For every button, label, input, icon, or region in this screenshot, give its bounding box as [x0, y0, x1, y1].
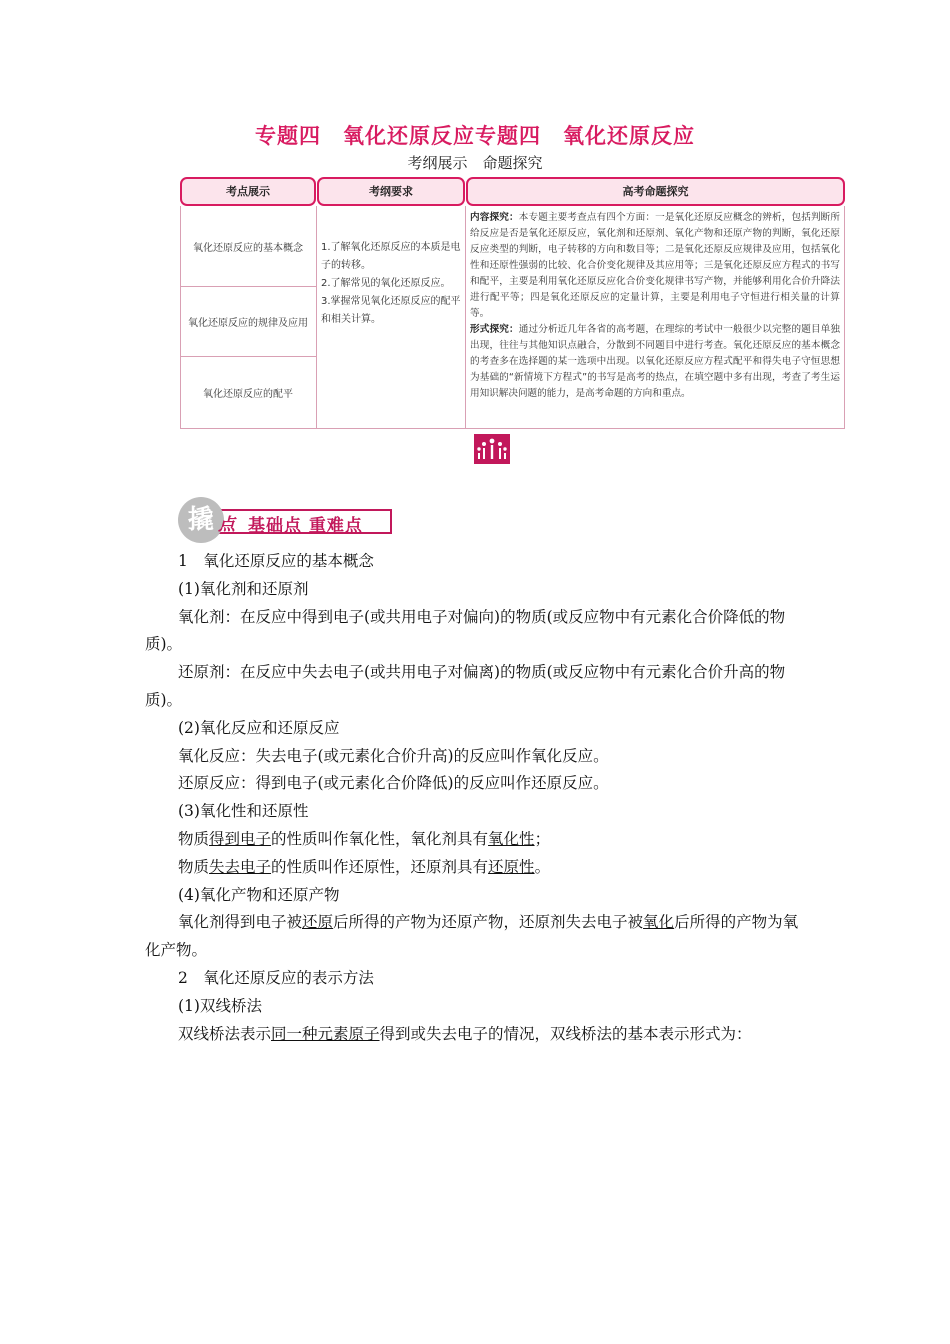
header-exploration: 高考命题探究: [466, 177, 845, 206]
section-banner: [178, 497, 398, 545]
exploration-cell: [470, 210, 840, 402]
underlined-term: 还原性: [488, 857, 535, 876]
banner-circle-badge: 撬: [178, 497, 224, 543]
subsection-heading: (4)氧化产物和还原产物: [178, 885, 340, 904]
text: 的性质叫作还原性，还原剂具有: [271, 857, 489, 876]
paragraph: 氧化剂：在反应中得到电子(或共用电子对偏向)的物质(或反应物中有元素化合价降低的物质)。: [145, 607, 786, 654]
form-text: 通过分析近几年各省的高考题，在理综的考试中一般很少以完整的题目单独出现，往往与其他知识点融合，分散到不同题目中进行考查。氧化还原反应的基本概念的考查多在选择题的某一选项中出现。以氧化还原反应方程式配平和得失电子守恒思想为基础的“新情境下方程式”的书写是高考的热点，在填空题中多有出现，考查了考生运用知识解决问题的能力，是高考命题的方向和重点。: [470, 324, 841, 399]
divider-logo-icon: [474, 434, 510, 464]
underlined-term: 氧化性: [488, 829, 535, 848]
paragraph: [145, 1021, 810, 1049]
text: ；: [534, 829, 551, 848]
form-label: 形式探究：: [470, 324, 519, 335]
banner-badge-text: 点: [218, 515, 235, 535]
paragraph: [145, 909, 810, 965]
underlined-term: 失去电子: [209, 857, 272, 876]
text: 物质: [178, 829, 210, 848]
text: 后所得的产物为氧化产物。: [145, 913, 799, 960]
requirement-item: 3.掌握常见氧化还原反应的配平和相关计算。: [321, 296, 461, 325]
requirement-item: 1.了解氧化还原反应的本质是电子的转移。: [321, 242, 461, 271]
text: 物质: [178, 857, 210, 876]
section-heading: 1 氧化还原反应的基本概念: [178, 552, 374, 570]
underlined-term: 得到电子: [209, 829, 272, 848]
content-text: 本专题主要考查点有四个方面：一是氧化还原反应概念的辨析，包括判断所给反应是否是氧化还原反应，氧化剂和还原剂、氧化产物和还原产物的判断，氧化还原反应类型的判断，电子转移的方向和数目等；二是氧化还原反应规律及应用，包括氧化性和还原性强弱的比较、化合价变化规律及其应用等；三是氧化还原反应方程式的书写和配平，主要是利用氧化还原反应化合价变化规律书写产物，并能够利用化合价升降法进行配平等；四是氧化还原反应的定量计算，主要是利用电子守恒进行相关量的计算等。: [470, 212, 841, 319]
paragraph: 还原剂：在反应中失去电子(或共用电子对偏离)的物质(或反应物中有元素化合价升高的物质)。: [145, 663, 786, 709]
content-label: 内容探究：: [470, 212, 519, 223]
column-divider: [316, 206, 317, 429]
page-title: 专题四 氧化还原反应专题四 氧化还原反应: [255, 124, 695, 148]
paragraph: [145, 826, 810, 854]
point-cell: 氧化还原反应的配平: [203, 389, 293, 400]
text: 双线桥法表示: [178, 1024, 272, 1043]
header-points: 考点展示: [180, 177, 316, 206]
column-divider: [465, 206, 466, 429]
text: 氧化剂得到电子被: [178, 913, 303, 932]
subsection-heading: (3)氧化性和还原性: [178, 802, 309, 821]
text: 后所得的产物为还原产物，还原剂失去电子被: [333, 913, 644, 932]
main-content: [145, 548, 810, 1048]
section-heading: 2 氧化还原反应的表示方法: [178, 968, 374, 987]
subsection-heading: (2)氧化反应和还原反应: [178, 718, 340, 737]
header-requirements: 考纲要求: [317, 177, 465, 206]
underlined-term: 同一种元素原子: [271, 1024, 380, 1043]
subsection-heading: (1)双线桥法: [178, 996, 262, 1015]
paragraph: [145, 854, 810, 882]
banner-title: 基础点 重难点: [248, 516, 363, 536]
paragraph: 氧化反应：失去电子(或元素化合价升高)的反应叫作氧化反应。: [178, 746, 609, 765]
subsection-heading: (1)氧化剂和还原剂: [178, 579, 309, 598]
text: 的性质叫作氧化性，氧化剂具有: [271, 829, 489, 848]
text: 得到或失去电子的情况，双线桥法的基本表示形式为：: [379, 1024, 752, 1043]
requirement-item: 2.了解常见的氧化还原反应。: [321, 278, 451, 289]
underlined-term: 氧化: [643, 913, 675, 932]
underlined-term: 还原: [302, 913, 334, 932]
page-subtitle: 考纲展示 命题探究: [407, 154, 543, 172]
paragraph: 还原反应：得到电子(或元素化合价降低)的反应叫作还原反应。: [178, 774, 609, 793]
exam-outline-table: [180, 177, 845, 429]
point-cell: 氧化还原反应的规律及应用: [188, 317, 308, 329]
requirements-cell: [321, 239, 463, 329]
point-cell: 氧化还原反应的基本概念: [193, 242, 303, 254]
text: 。: [534, 857, 551, 876]
